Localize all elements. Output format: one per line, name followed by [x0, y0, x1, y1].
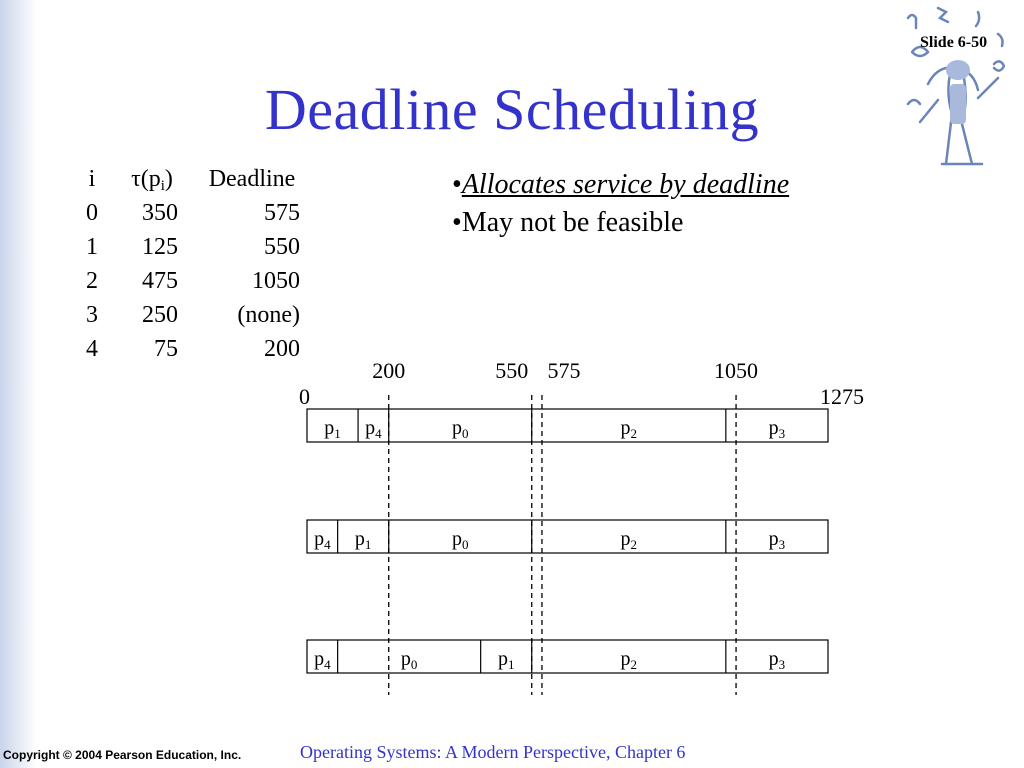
course-footer: Operating Systems: A Modern Perspective, Chapter 6: [300, 742, 686, 762]
header-tau-text: τ(p: [131, 166, 161, 192]
segment-sub: 3: [778, 657, 786, 672]
header-tau-sub: i: [160, 178, 165, 194]
process-segment-label: [452, 528, 469, 552]
cell-deadline: 1050: [252, 268, 300, 294]
segment-name: p: [497, 648, 508, 670]
process-segment-label: [314, 528, 331, 552]
process-segment-label: [769, 528, 786, 552]
process-segment-label: [769, 648, 786, 672]
process-segment-label: [498, 648, 515, 672]
segment-sub: 1: [507, 657, 515, 672]
segment-name: p: [451, 528, 462, 550]
timeline-end-label: 1275: [820, 384, 864, 409]
segment-sub: 0: [461, 426, 469, 441]
bullet-text: Allocates service by deadline: [461, 169, 790, 200]
cell-tau: 250: [142, 302, 178, 328]
deadline-tick-label: 575: [547, 358, 581, 383]
deadline-tick-label: 550: [495, 358, 529, 383]
process-segment-label: [365, 417, 382, 441]
schedule-row-box: [307, 520, 828, 553]
process-segment-label: [324, 417, 341, 441]
segment-name: p: [400, 648, 411, 670]
cell-deadline: 550: [264, 234, 300, 260]
segment-name: p: [324, 417, 335, 439]
segment-sub: 4: [324, 657, 331, 672]
cell-i: 0: [86, 200, 98, 226]
segment-name: p: [620, 528, 631, 550]
cell-tau: 475: [142, 268, 178, 294]
process-segment-label: [621, 528, 638, 552]
deadline-tick-label: 1050: [714, 358, 759, 383]
slide-number: Slide 6-50: [920, 34, 988, 51]
cell-i: 2: [86, 268, 98, 294]
cell-tau: 75: [154, 336, 178, 362]
bullet-text: May not be feasible: [461, 207, 684, 238]
process-segment-label: [621, 417, 638, 441]
segment-sub: 1: [334, 426, 341, 441]
segment-name: p: [620, 648, 631, 670]
header-tau-close: ): [164, 166, 173, 192]
segment-sub: 0: [461, 537, 469, 552]
header-deadline: Deadline: [208, 166, 296, 192]
cell-i: 3: [86, 302, 98, 328]
cell-tau: 350: [142, 200, 178, 226]
deadline-tick-label: 200: [372, 358, 406, 383]
segment-name: p: [451, 417, 462, 439]
segment-sub: 1: [364, 537, 372, 552]
process-segment-label: [769, 417, 786, 441]
timeline-start-label: 0: [299, 384, 310, 409]
cell-deadline: 200: [264, 336, 300, 362]
cell-tau: 125: [142, 234, 178, 260]
segment-sub: 4: [375, 426, 382, 441]
segment-name: p: [314, 528, 325, 550]
cell-deadline: (none): [237, 302, 300, 328]
header-i: i: [88, 166, 96, 192]
segment-name: p: [768, 528, 779, 550]
segment-sub: 3: [778, 426, 786, 441]
segment-sub: 2: [630, 657, 638, 672]
segment-sub: 0: [410, 657, 418, 672]
segment-name: p: [768, 648, 779, 670]
segment-sub: 4: [324, 537, 331, 552]
schedule-row-box: [307, 409, 828, 442]
segment-name: p: [314, 648, 325, 670]
segment-name: p: [620, 417, 631, 439]
cell-deadline: 575: [264, 200, 300, 226]
segment-name: p: [354, 528, 365, 550]
cell-i: 1: [86, 234, 98, 260]
bullet-marker: •: [452, 207, 462, 238]
process-segment-label: [355, 528, 372, 552]
segment-sub: 2: [630, 426, 638, 441]
copyright-notice: Copyright © 2004 Pearson Education, Inc.: [3, 748, 242, 762]
bullet-marker: •: [452, 169, 462, 200]
schedule-row-box: [307, 640, 828, 673]
process-segment-label: [452, 417, 469, 441]
slide-title: Deadline Scheduling: [264, 77, 760, 142]
segment-name: p: [768, 417, 779, 439]
cell-i: 4: [86, 336, 98, 362]
process-segment-label: [621, 648, 638, 672]
segment-sub: 3: [778, 537, 786, 552]
process-segment-label: [401, 648, 418, 672]
segment-name: p: [365, 417, 376, 439]
process-segment-label: [314, 648, 331, 672]
segment-sub: 2: [630, 537, 638, 552]
